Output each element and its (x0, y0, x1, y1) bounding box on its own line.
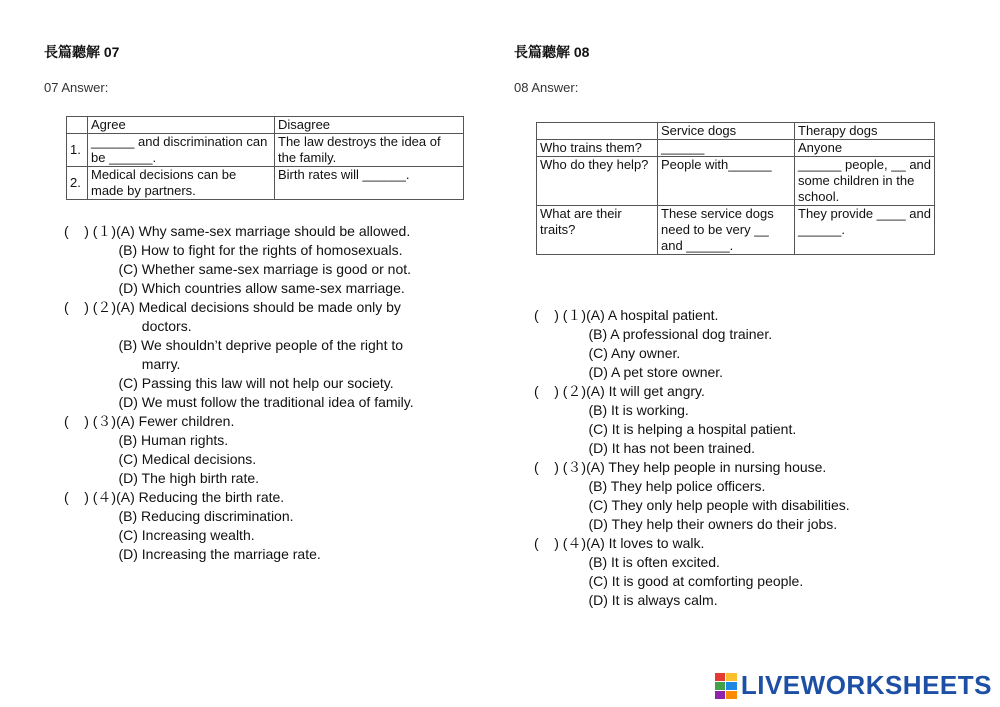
question-line: (B) Human rights. (64, 432, 229, 448)
question-line: (C) Medical decisions. (64, 451, 257, 467)
table-header-cell (537, 123, 658, 140)
question-line: ( ) (２)(A) It will get angry. (534, 383, 705, 399)
question-list-07 (64, 222, 414, 564)
question-line: ( ) (４)(A) It loves to walk. (534, 535, 705, 551)
table-cell[interactable]: ______ people, __ and some children in the school. (795, 157, 935, 206)
table-cell: What are their traits? (537, 206, 658, 255)
question-line: (D) It is always calm. (534, 592, 718, 608)
table-cell: The law destroys the idea of the family. (275, 134, 464, 167)
question-line: (D) Which countries allow same-sex marriage. (64, 280, 405, 296)
liveworksheets-logo (715, 670, 992, 701)
table-cell: Who trains them? (537, 140, 658, 157)
table-cell: Medical decisions can be made by partners. (88, 167, 275, 200)
question-line: (B) They help police officers. (534, 478, 766, 494)
table-cell: 2. (67, 167, 88, 200)
answer-table-08 (536, 122, 935, 255)
question-line: (B) How to fight for the rights of homosexuals. (64, 242, 403, 258)
table-header-cell: Disagree (275, 117, 464, 134)
table-cell: Who do they help? (537, 157, 658, 206)
question-line: ( ) (４)(A) Reducing the birth rate. (64, 489, 285, 505)
question-line: ( ) (１)(A) Why same-sex marriage should be allowed. (64, 223, 411, 239)
table-header-row (537, 123, 935, 140)
question-line: (B) It is often excited. (534, 554, 720, 570)
table-header-cell: Agree (88, 117, 275, 134)
table-cell: Anyone (795, 140, 935, 157)
table-header-cell: Therapy dogs (795, 123, 935, 140)
question-line: (C) They only help people with disabilities. (534, 497, 850, 513)
question-line: (C) Whether same-sex marriage is good or not. (64, 261, 412, 277)
table-header-row (67, 117, 464, 134)
logo-text: LIVEWORKSHEETS (740, 670, 992, 700)
question-line: (B) Reducing discrimination. (64, 508, 294, 524)
question-line: ( ) (２)(A) Medical decisions should be made only by (64, 299, 401, 315)
table-row (537, 206, 935, 255)
table-header-cell: Service dogs (658, 123, 795, 140)
question-line: (C) It is good at comforting people. (534, 573, 804, 589)
question-line: (B) It is working. (534, 402, 689, 418)
answer-label-07: 07 Answer: (44, 80, 109, 95)
question-list-08 (534, 306, 850, 610)
question-line: (C) It is helping a hospital patient. (534, 421, 797, 437)
table-row (537, 157, 935, 206)
section-title-07: 長篇聽解 07 (44, 44, 120, 60)
table-header-cell (67, 117, 88, 134)
question-line: (D) Increasing the marriage rate. (64, 546, 321, 562)
question-line: ( ) (１)(A) A hospital patient. (534, 307, 719, 323)
question-line: marry. (64, 356, 181, 372)
question-line: ( ) (３)(A) Fewer children. (64, 413, 235, 429)
question-line: (B) We shouldn’t deprive people of the right to (64, 337, 404, 353)
table-row (67, 134, 464, 167)
question-line: (C) Passing this law will not help our society. (64, 375, 394, 391)
question-line: (D) They help their owners do their jobs. (534, 516, 838, 532)
logo-mark-icon (715, 673, 737, 699)
answer-table-07 (66, 116, 464, 200)
table-cell[interactable]: These service dogs need to be very __ and ______. (658, 206, 795, 255)
question-line: (D) The high birth rate. (64, 470, 260, 486)
answer-label-08: 08 Answer: (514, 80, 579, 95)
question-line: doctors. (64, 318, 192, 334)
table-cell[interactable]: ______ (658, 140, 795, 157)
question-line: (D) A pet store owner. (534, 364, 724, 380)
question-line: (C) Increasing wealth. (64, 527, 255, 543)
table-cell[interactable]: Birth rates will ______. (275, 167, 464, 200)
table-cell[interactable]: ______ and discrimination can be ______. (88, 134, 275, 167)
question-line: (C) Any owner. (534, 345, 681, 361)
table-cell[interactable]: They provide ____ and ______. (795, 206, 935, 255)
question-line: (D) We must follow the traditional idea of family. (64, 394, 414, 410)
table-cell: 1. (67, 134, 88, 167)
section-title-08: 長篇聽解 08 (514, 44, 590, 60)
table-cell[interactable]: People with______ (658, 157, 795, 206)
table-row (537, 140, 935, 157)
question-line: (D) It has not been trained. (534, 440, 755, 456)
question-line: (B) A professional dog trainer. (534, 326, 773, 342)
table-row (67, 167, 464, 200)
question-line: ( ) (３)(A) They help people in nursing house. (534, 459, 827, 475)
